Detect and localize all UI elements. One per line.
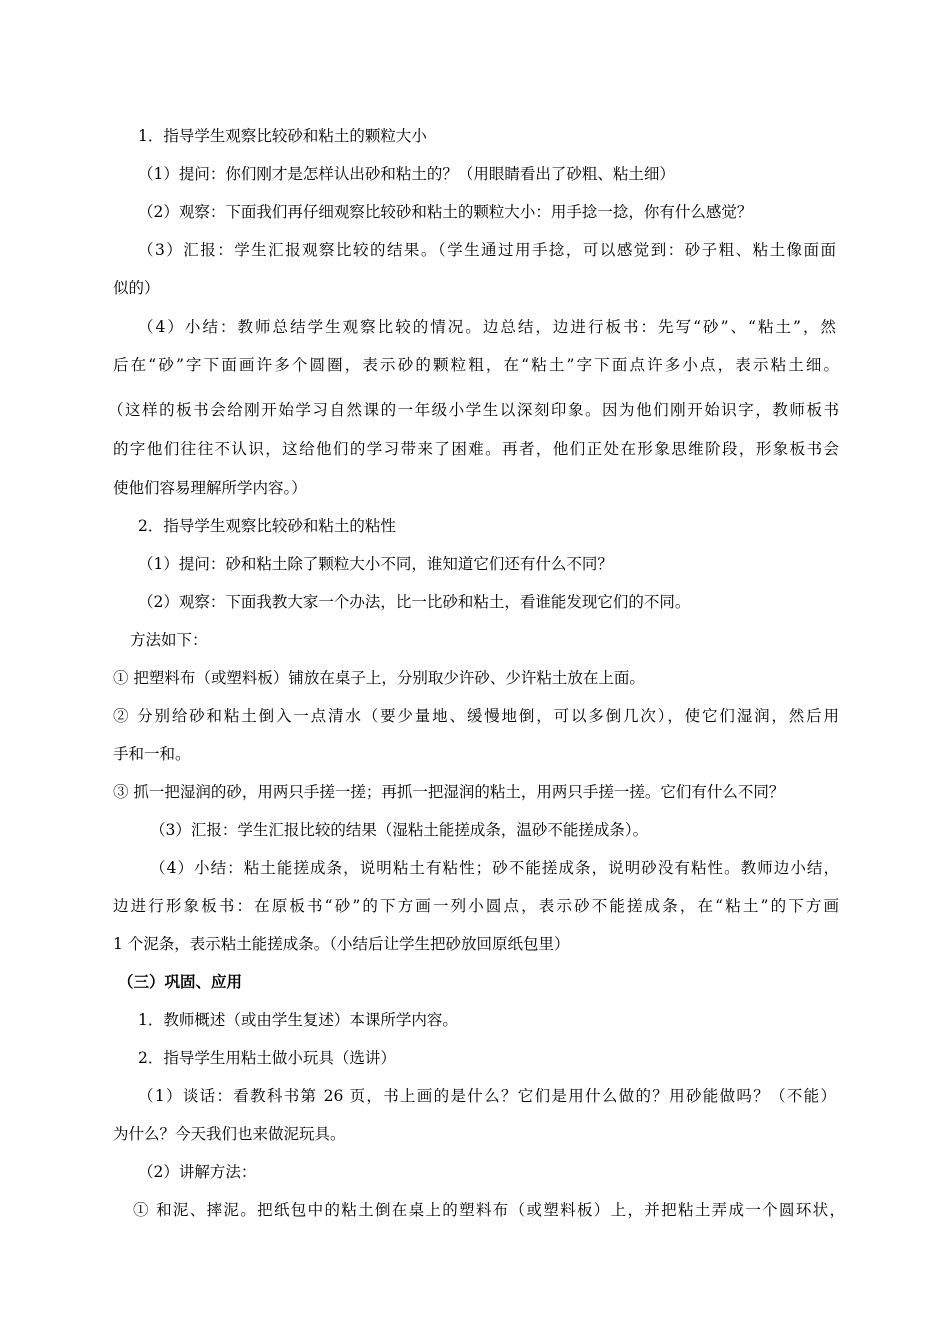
paragraph-talk-line-2: 为什么？今天我们也来做泥玩具。 [113, 1125, 346, 1143]
paragraph-summary-2-line-3: 1 个泥条，表示粘土能搓成条。（小结后让学生把砂放回原纸包里） [113, 935, 570, 953]
paragraph-summary-2-line-1: （4）小结：粘土能搓成条，说明粘土有粘性；砂不能搓成条，说明砂没有粘性。教师边小结， [150, 859, 839, 877]
paragraph-summary-1-line-1: （4）小结：教师总结学生观察比较的情况。边总结，边进行板书：先写“砂”、“粘土”，然 [138, 318, 836, 336]
paragraph-report-1-line-2: 似的） [113, 279, 160, 297]
paragraph-observe-2: （2）观察：下面我教大家一个办法，比一比砂和粘土，看谁能发现它们的不同。 [138, 593, 691, 611]
list-item-step-3: ③ 抓一把湿润的砂，用两只手搓一搓；再抓一把湿润的粘土，用两只手搓一搓。它们有什么不同？ [113, 783, 785, 801]
paragraph-note-line-1: （这样的板书会给刚开始学习自然课的一年级小学生以深刻印象。因为他们刚开始识字，教师板书 [108, 401, 839, 419]
heading-viscosity: 2．指导学生观察比较砂和粘土的粘性 [138, 517, 396, 535]
list-item-step-2-line-2: 手和一和。 [113, 745, 191, 763]
heading-particle-size: 1．指导学生观察比较砂和粘土的颗粒大小 [138, 127, 427, 145]
paragraph-item-2: 2．指导学生用粘土做小玩具（选讲） [138, 1049, 396, 1067]
paragraph-summary-2-line-2: 边进行形象板书：在原板书“砂”的下方画一列小圆点，表示砂不能搓成条，在“粘土”的下方画 [113, 897, 839, 915]
paragraph-question-2: （1）提问：砂和粘土除了颗粒大小不同，谁知道它们还有什么不同？ [138, 555, 613, 573]
paragraph-mix-mud: ① 和泥、摔泥。把纸包中的粘土倒在桌上的塑料布（或塑料板）上，并把粘土弄成一个圆环状， [133, 1201, 845, 1219]
paragraph-note-line-2: 的字他们往往不认识，这给他们的学习带来了困难。再者，他们正处在形象思维阶段，形象板书会 [113, 440, 839, 458]
paragraph-report-2: （3）汇报：学生汇报比较的结果（湿粘土能搓成条，温砂不能搓成条）。 [150, 821, 649, 839]
paragraph-summary-1-line-2: 后在“砂”字下面画许多个圆圈，表示砂的颗粒粗，在“粘土”字下面点许多小点，表示粘土细。 [113, 356, 839, 374]
paragraph-talk-line-1: （1）谈话：看教科书第 26 页，书上画的是什么？它们是用什么做的？用砂能做吗？（不能） [138, 1087, 836, 1105]
paragraph-note-line-3: 使他们容易理解所学内容。） [113, 479, 307, 497]
paragraph-observe-1: （2）观察：下面我们再仔细观察比较砂和粘土的颗粒大小：用手捻一捻，你有什么感觉？ [138, 203, 753, 221]
paragraph-item-1: 1．教师概述（或由学生复述）本课所学内容。 [138, 1011, 458, 1029]
paragraph-question-1: （1）提问：你们刚才是怎样认出砂和粘土的？（用眼睛看出了砂粗、粘土细） [138, 165, 675, 183]
paragraph-method-explain: （2）讲解方法： [138, 1163, 257, 1181]
section-heading-consolidation: （三）巩固、应用 [118, 972, 243, 991]
paragraph-method-label: 方法如下： [130, 631, 208, 649]
list-item-step-2-line-1: ② 分别给砂和粘土倒入一点清水（要少量地、缓慢地倒，可以多倒几次），使它们湿润，然后用 [113, 707, 839, 725]
list-item-step-1: ① 把塑料布（或塑料板）铺放在桌子上，分别取少许砂、少许粘土放在上面。 [113, 669, 645, 687]
paragraph-report-1-line-1: （3）汇报：学生汇报观察比较的结果。（学生通过用手捻，可以感觉到：砂子粗、粘土像面面 [138, 241, 836, 259]
